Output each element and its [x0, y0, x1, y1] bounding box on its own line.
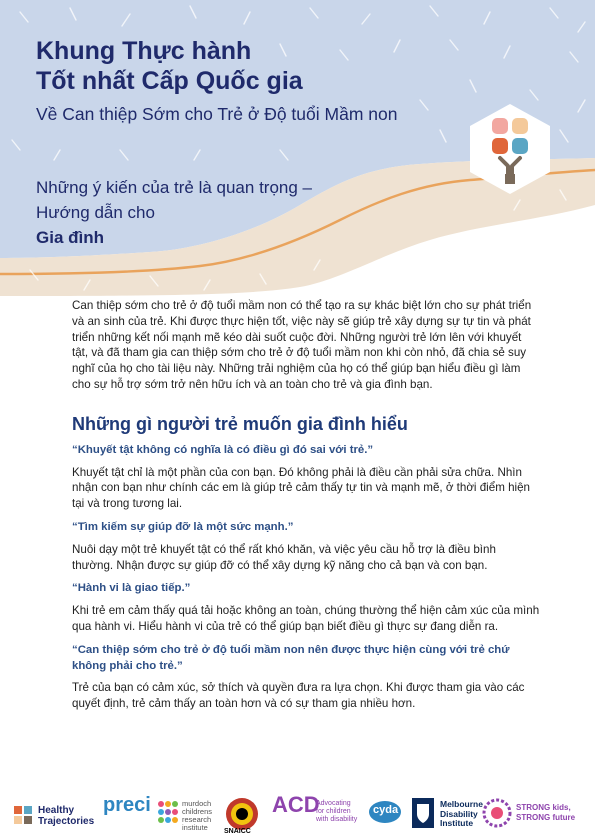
logo-melbourne-line3: Institute	[440, 818, 474, 828]
page-subtitle: Về Can thiệp Sớm cho Trẻ ở Độ tuổi Mầm non	[36, 104, 398, 124]
partner-logos	[0, 792, 595, 840]
quote-3: “Hành vi là giao tiếp.”	[72, 582, 191, 595]
guide-title-line2: Hướng dẫn cho	[36, 203, 155, 222]
healthy-trajectories-icon	[12, 804, 34, 830]
quote-2: “Tìm kiếm sự giúp đỡ là một sức mạnh.”	[72, 520, 294, 533]
logo-melbourne-line2: Disability	[440, 808, 478, 819]
logo-acd-line2: Advocating	[316, 800, 351, 807]
strong-kids-icon	[482, 798, 512, 828]
logo-murdoch-line1: murdoch	[182, 799, 212, 808]
intro-paragraph: Can thiệp sớm cho trẻ ở độ tuổi mầm non có thể tạo ra sự khác biệt lớn cho sự phát triển và an sinh của trẻ. Khi được thực hiện tốt, việc này sẽ giúp trẻ xây dựng sự tự tin và phát triển những kết nối mạnh mẽ kéo dài suốt cuộc đời. Những người trẻ lớn lên với khuyết tật, và đã tham gia can thiệp sớm cho trẻ ở độ tuổi mầm non khi còn nhỏ, đã chia sẻ suy nghĩ của họ cho tài liệu này. Những trải nghiệm của họ có thể giúp bạn hiểu điều gì làm cho sự hỗ trợ sớm trở nên hữu ích và an toàn cho trẻ và gia đình bạn.	[72, 299, 532, 391]
logo-murdoch-line2: childrens	[182, 807, 213, 816]
guide-title-line3: Gia đình	[36, 228, 104, 247]
page-title-line2: Tốt nhất Cấp Quốc gia	[36, 67, 303, 95]
logo-murdoch-line4: institute	[182, 823, 208, 832]
logo-acd-line3: for children	[316, 808, 351, 815]
murdoch-icon	[157, 800, 179, 828]
logo-strong-line2: STRONG future	[516, 813, 576, 822]
logo-preci	[103, 794, 151, 816]
quote-4-text: Trẻ của bạn có cảm xúc, sở thích và quyền đưa ra lựa chọn. Khi được tham gia vào các quyết định, trẻ cảm thấy an toàn hơn và có sự tham gia nhiều hơn.	[72, 681, 525, 711]
quote-1: “Khuyết tật không có nghĩa là có điều gì đó sai với trẻ.”	[72, 443, 374, 456]
logo-preci-text: preci	[103, 794, 151, 816]
logo-strong-line1: STRONG kids,	[516, 803, 571, 812]
logo-healthy-line2: Trajectories	[38, 816, 95, 827]
page-title-line1: Khung Thực hành	[36, 37, 252, 65]
logo-melbourne-line1: Melbourne	[440, 799, 483, 809]
main-content	[72, 298, 540, 720]
logo-cyda-text: cyda	[373, 804, 399, 816]
logo-acd-text: ACD	[272, 792, 320, 817]
section-heading: Những gì người trẻ muốn gia đình hiểu	[72, 413, 408, 434]
logo-badge	[468, 102, 552, 196]
guide-title-line1: Những ý kiến của trẻ là quan trọng –	[36, 178, 312, 197]
melbourne-crest-icon	[412, 798, 434, 828]
quote-2-text: Nuôi dạy một trẻ khuyết tật có thể rất khó khăn, và việc yêu cầu hỗ trợ là điều bình thường. Nhận được sự giúp đỡ có thể xây dựng kỹ năng cho cả bạn và con bạn.	[72, 542, 496, 572]
logo-cyda	[368, 800, 402, 826]
logo-snaicc-text: SNAICC	[224, 828, 251, 835]
logo-snaicc	[220, 796, 264, 838]
header-banner	[0, 0, 595, 300]
flower-tile-icon	[468, 102, 552, 196]
logo-murdoch-line3: research	[182, 815, 212, 824]
quote-3-text: Khi trẻ em cảm thấy quá tải hoặc không an toàn, chúng thường thể hiện cảm xúc của mình qua hành vi. Hiểu hành vi của trẻ có thể giúp bạn biết điều gì thực sự đang diễn ra.	[72, 604, 540, 633]
logo-healthy-line1: Healthy	[38, 805, 75, 816]
quote-4: “Can thiệp sớm cho trẻ ở độ tuổi mầm non nên được thực hiện cùng với trẻ chứ không phải cho trẻ.”	[72, 643, 510, 672]
quote-1-text: Khuyết tật chỉ là một phần của con bạn. Đó không phải là điều cần phải sửa chữa. Nhìn nhận con bạn như chính các em là giúp trẻ cảm thấy tự tin và mạnh mẽ, ở thời điểm hiện tại và trong tương lai.	[72, 465, 531, 511]
logo-acd-line4: with disability	[316, 816, 358, 823]
